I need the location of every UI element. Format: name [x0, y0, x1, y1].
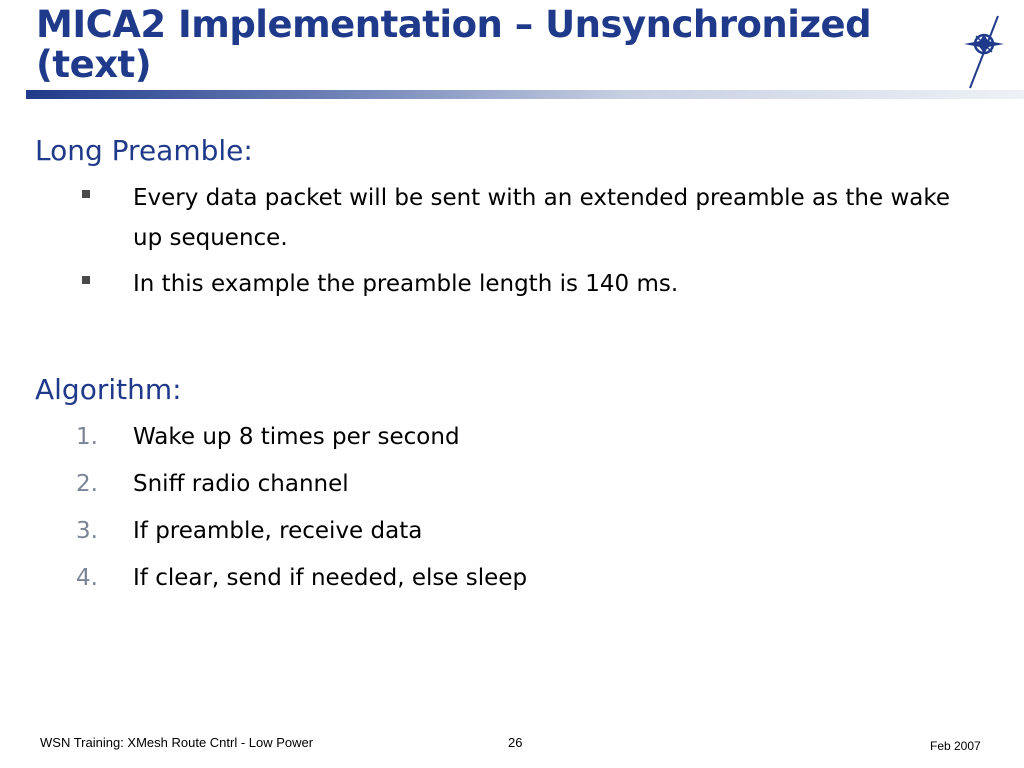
step-number: 1.: [76, 424, 98, 450]
list-item: [76, 417, 966, 457]
bullet-text: In this example the preamble length is 140 ms.: [133, 271, 679, 297]
step-text: Sniff radio channel: [133, 471, 349, 497]
step-text: If clear, send if needed, else sleep: [133, 565, 528, 591]
list-item: [76, 511, 966, 551]
step-number: 3.: [76, 518, 98, 544]
footer-page-number: 26: [508, 735, 523, 750]
long-preamble-heading: Long Preamble:: [35, 134, 253, 167]
bullet-item: [76, 264, 966, 304]
long-preamble-bullets: [76, 178, 966, 310]
square-bullet-icon: [76, 178, 133, 198]
slide-title: MICA2 Implementation – Unsynchronized (text): [36, 3, 872, 86]
square-bullet-icon: [76, 264, 133, 284]
list-item: [76, 464, 966, 504]
algorithm-steps: [76, 417, 966, 605]
list-item: [76, 558, 966, 598]
algorithm-heading: Algorithm:: [35, 373, 182, 406]
step-text: Wake up 8 times per second: [133, 424, 460, 450]
footer-date: Feb 2007: [930, 739, 981, 753]
bullet-text: Every data packet will be sent with an extended preamble as the wake up sequence.: [133, 185, 951, 251]
step-number: 4.: [76, 565, 98, 591]
bullet-item: [76, 178, 966, 258]
step-number: 2.: [76, 471, 98, 497]
step-text: If preamble, receive data: [133, 518, 423, 544]
footer-course-title: WSN Training: XMesh Route Cntrl - Low Power: [40, 735, 314, 750]
title-underline: [26, 90, 1024, 99]
compass-logo-icon: [962, 14, 1006, 90]
